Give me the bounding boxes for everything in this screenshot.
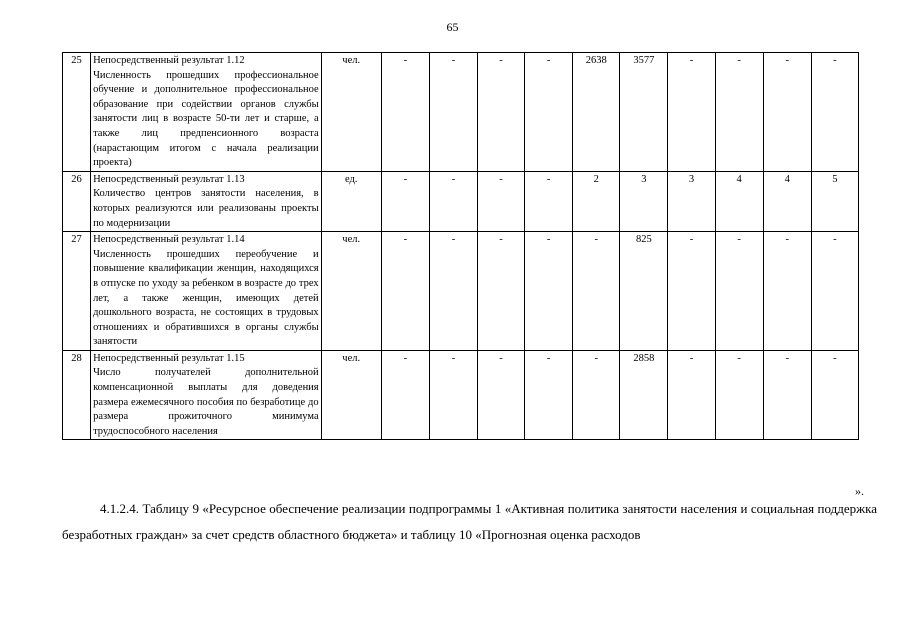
result-description bbox=[91, 171, 322, 231]
result-text: Численность прошедших профессиональное обучение и дополнительное профессиональное образование при содействии органов службы занятости лиц в возрасте 50-ти лет и старше, а также лиц предпенсионного возраста (нарастающим итогом с начала реализации проекта) bbox=[93, 69, 319, 169]
value-cell: - bbox=[381, 350, 429, 440]
value-cell: - bbox=[715, 53, 763, 172]
value-cell: - bbox=[429, 232, 477, 351]
result-text: Число получателей дополнительной компенсационной выплаты для доведения размера ежемесячного пособия по безработице до размера прожиточного минимума трудоспособного населения bbox=[93, 367, 319, 437]
value-cell: - bbox=[811, 53, 858, 172]
row-number: 26 bbox=[63, 171, 91, 231]
value-cell: - bbox=[811, 232, 858, 351]
value-cell: - bbox=[478, 232, 525, 351]
body-paragraph: 4.1.2.4. Таблицу 9 «Ресурсное обеспечение реализации подпрограммы 1 «Активная политика занятости населения и социальная поддержка безработных граждан» за счет средств областного бюджета» и таблицу 10 «Прогнозная оценка расходов bbox=[62, 501, 877, 542]
value-cell: 825 bbox=[620, 232, 668, 351]
unit-cell: ед. bbox=[321, 171, 381, 231]
result-title: Непосредственный результат 1.15 bbox=[93, 352, 245, 364]
value-cell: - bbox=[525, 232, 573, 351]
value-cell: - bbox=[525, 53, 573, 172]
value-cell: - bbox=[573, 350, 620, 440]
result-text: Количество центров занятости населения, в которых реализуются или реализованы проекты по модернизации bbox=[93, 188, 319, 229]
value-cell: - bbox=[811, 350, 858, 440]
value-cell: - bbox=[668, 53, 715, 172]
result-description bbox=[91, 350, 322, 440]
value-cell: - bbox=[763, 53, 811, 172]
value-cell: - bbox=[478, 53, 525, 172]
value-cell: - bbox=[525, 171, 573, 231]
table-row bbox=[63, 171, 859, 231]
value-cell: - bbox=[763, 232, 811, 351]
value-cell: 4 bbox=[763, 171, 811, 231]
value-cell: - bbox=[573, 232, 620, 351]
result-title: Непосредственный результат 1.12 bbox=[93, 55, 245, 66]
value-cell: - bbox=[525, 350, 573, 440]
value-cell: 5 bbox=[811, 171, 858, 231]
table-row bbox=[63, 232, 859, 351]
result-description bbox=[91, 53, 322, 172]
value-cell: - bbox=[381, 171, 429, 231]
value-cell: - bbox=[715, 232, 763, 351]
unit-cell: чел. bbox=[321, 232, 381, 351]
result-text: Численность прошедших переобучение и повышение квалификации женщин, находящихся в отпуске по уходу за ребенком в возрасте до трех лет, а также женщин, имеющих детей дошкольного возраста, не состоящих в трудовых отношениях и обратившихся в органы службы занятости bbox=[93, 248, 319, 348]
value-cell: - bbox=[668, 232, 715, 351]
value-cell: - bbox=[429, 350, 477, 440]
value-cell: - bbox=[478, 171, 525, 231]
value-cell: - bbox=[381, 232, 429, 351]
unit-cell: чел. bbox=[321, 350, 381, 440]
value-cell: - bbox=[763, 350, 811, 440]
table-row bbox=[63, 53, 859, 172]
value-cell: - bbox=[715, 350, 763, 440]
value-cell: - bbox=[429, 53, 477, 172]
results-table bbox=[62, 52, 859, 440]
value-cell: 2858 bbox=[620, 350, 668, 440]
value-cell: 3 bbox=[620, 171, 668, 231]
row-number: 25 bbox=[63, 53, 91, 172]
page-number: 65 bbox=[446, 20, 459, 34]
result-title: Непосредственный результат 1.13 bbox=[93, 173, 245, 185]
row-number: 28 bbox=[63, 350, 91, 440]
value-cell: 2 bbox=[573, 171, 620, 231]
row-number: 27 bbox=[63, 232, 91, 351]
table-body bbox=[63, 53, 859, 440]
value-cell: 4 bbox=[715, 171, 763, 231]
table-row bbox=[63, 350, 859, 440]
value-cell: 3 bbox=[668, 171, 715, 231]
value-cell: - bbox=[668, 350, 715, 440]
value-cell: 2638 bbox=[573, 53, 620, 172]
unit-cell: чел. bbox=[321, 53, 381, 172]
value-cell: 3577 bbox=[620, 53, 668, 172]
value-cell: - bbox=[429, 171, 477, 231]
value-cell: - bbox=[381, 53, 429, 172]
result-description bbox=[91, 232, 322, 351]
result-title: Непосредственный результат 1.14 bbox=[93, 234, 245, 246]
closing-quote: ». bbox=[855, 484, 864, 498]
value-cell: - bbox=[478, 350, 525, 440]
